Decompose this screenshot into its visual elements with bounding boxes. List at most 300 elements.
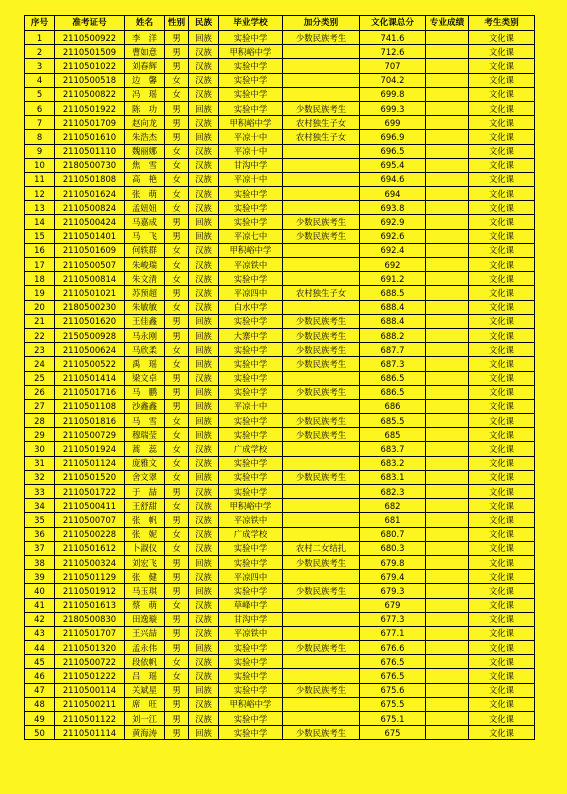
cell-major-score: [426, 272, 469, 286]
cell-ethnicity: 汉族: [189, 499, 219, 513]
cell-school: 平凉铁中: [219, 258, 283, 272]
cell-total-score: 681: [360, 513, 426, 527]
cell-total-score: 679: [360, 598, 426, 612]
cell-gender: 男: [165, 229, 189, 243]
cell-gender: 女: [165, 272, 189, 286]
cell-name: 舍文翠: [125, 470, 165, 484]
cell-exam-id: 2110501110: [55, 144, 125, 158]
cell-candidate-type: 文化课: [469, 229, 535, 243]
table-row: [25, 499, 535, 513]
table-row: [25, 555, 535, 569]
cell-school: 草峰中学: [219, 598, 283, 612]
cell-candidate-type: 文化课: [469, 101, 535, 115]
cell-major-score: [426, 470, 469, 484]
cell-total-score: 680.7: [360, 527, 426, 541]
cell-bonus-type: 少数民族考生: [283, 328, 360, 342]
cell-candidate-type: 文化课: [469, 243, 535, 257]
cell-school: 实验中学: [219, 726, 283, 740]
table-row: [25, 513, 535, 527]
cell-total-score: 675.6: [360, 683, 426, 697]
cell-school: 实验中学: [219, 314, 283, 328]
cell-gender: 女: [165, 414, 189, 428]
cell-name: 李 洋: [125, 31, 165, 45]
cell-candidate-type: 文化课: [469, 201, 535, 215]
cell-total-score: 691.2: [360, 272, 426, 286]
cell-total-score: 676.6: [360, 641, 426, 655]
cell-school: 实验中学: [219, 385, 283, 399]
cell-candidate-type: 文化课: [469, 527, 535, 541]
cell-name: 马欣柔: [125, 343, 165, 357]
cell-school: 广成学校: [219, 442, 283, 456]
cell-school: 实验中学: [219, 414, 283, 428]
cell-bonus-type: 少数民族考生: [283, 229, 360, 243]
cell-school: 实验中学: [219, 343, 283, 357]
table-row: [25, 683, 535, 697]
cell-total-score: 688.2: [360, 328, 426, 342]
cell-school: 实验中学: [219, 683, 283, 697]
cell-seq: 46: [25, 669, 55, 683]
cell-name: 王佳鑫: [125, 314, 165, 328]
cell-ethnicity: 汉族: [189, 187, 219, 201]
cell-seq: 17: [25, 258, 55, 272]
cell-exam-id: 2110501520: [55, 470, 125, 484]
cell-candidate-type: 文化课: [469, 258, 535, 272]
cell-name: 朱敏敏: [125, 300, 165, 314]
cell-seq: 14: [25, 215, 55, 229]
cell-ethnicity: 回族: [189, 584, 219, 598]
table-row: [25, 343, 535, 357]
cell-total-score: 699: [360, 116, 426, 130]
cell-major-score: [426, 655, 469, 669]
cell-exam-id: 2110501108: [55, 399, 125, 413]
cell-total-score: 692.6: [360, 229, 426, 243]
cell-total-score: 692.4: [360, 243, 426, 257]
cell-candidate-type: 文化课: [469, 669, 535, 683]
table-row: [25, 172, 535, 186]
cell-gender: 男: [165, 385, 189, 399]
cell-gender: 女: [165, 258, 189, 272]
cell-candidate-type: 文化课: [469, 485, 535, 499]
cell-bonus-type: [283, 499, 360, 513]
cell-ethnicity: 汉族: [189, 598, 219, 612]
cell-bonus-type: 少数民族考生: [283, 31, 360, 45]
cell-major-score: [426, 258, 469, 272]
cell-bonus-type: [283, 598, 360, 612]
cell-name: 朱峻瑞: [125, 258, 165, 272]
cell-ethnicity: 汉族: [189, 45, 219, 59]
cell-bonus-type: [283, 59, 360, 73]
cell-name: 马 雪: [125, 414, 165, 428]
cell-major-score: [426, 612, 469, 626]
cell-name: 赵向龙: [125, 116, 165, 130]
cell-seq: 2: [25, 45, 55, 59]
table-row: [25, 45, 535, 59]
header-seq: 序号: [25, 16, 55, 31]
cell-candidate-type: 文化课: [469, 428, 535, 442]
cell-major-score: [426, 598, 469, 612]
cell-gender: 男: [165, 399, 189, 413]
cell-candidate-type: 文化课: [469, 172, 535, 186]
cell-ethnicity: 回族: [189, 357, 219, 371]
cell-seq: 25: [25, 371, 55, 385]
cell-name: 于 喆: [125, 485, 165, 499]
cell-candidate-type: 文化课: [469, 414, 535, 428]
cell-ethnicity: 汉族: [189, 59, 219, 73]
cell-bonus-type: [283, 712, 360, 726]
cell-candidate-type: 文化课: [469, 442, 535, 456]
cell-major-score: [426, 172, 469, 186]
cell-gender: 男: [165, 116, 189, 130]
cell-gender: 男: [165, 712, 189, 726]
cell-total-score: 699.3: [360, 101, 426, 115]
table-row: [25, 612, 535, 626]
cell-bonus-type: [283, 626, 360, 640]
cell-school: 实验中学: [219, 87, 283, 101]
cell-exam-id: 2110501129: [55, 570, 125, 584]
cell-total-score: 687.3: [360, 357, 426, 371]
cell-major-score: [426, 513, 469, 527]
table-row: [25, 314, 535, 328]
cell-bonus-type: [283, 258, 360, 272]
cell-exam-id: 2110501707: [55, 626, 125, 640]
cell-exam-id: 2110501114: [55, 726, 125, 740]
cell-name: 梁文卓: [125, 371, 165, 385]
cell-candidate-type: 文化课: [469, 144, 535, 158]
cell-candidate-type: 文化课: [469, 314, 535, 328]
cell-ethnicity: 汉族: [189, 144, 219, 158]
cell-seq: 6: [25, 101, 55, 115]
cell-name: 卜淑仪: [125, 541, 165, 555]
table-row: [25, 300, 535, 314]
cell-major-score: [426, 87, 469, 101]
cell-major-score: [426, 158, 469, 172]
table-row: [25, 570, 535, 584]
table-row: [25, 87, 535, 101]
cell-gender: 女: [165, 158, 189, 172]
cell-bonus-type: 农村独生子女: [283, 130, 360, 144]
table-row: [25, 584, 535, 598]
cell-seq: 29: [25, 428, 55, 442]
cell-name: 马永刚: [125, 328, 165, 342]
cell-total-score: 682.3: [360, 485, 426, 499]
table-row: [25, 31, 535, 45]
cell-exam-id: 2110500518: [55, 73, 125, 87]
cell-major-score: [426, 541, 469, 555]
cell-seq: 40: [25, 584, 55, 598]
cell-gender: 男: [165, 726, 189, 740]
cell-exam-id: 2110500922: [55, 31, 125, 45]
cell-total-score: 683.2: [360, 456, 426, 470]
cell-candidate-type: 文化课: [469, 343, 535, 357]
cell-school: 实验中学: [219, 456, 283, 470]
cell-candidate-type: 文化课: [469, 555, 535, 569]
cell-candidate-type: 文化课: [469, 598, 535, 612]
cell-total-score: 675.5: [360, 697, 426, 711]
table-row: [25, 399, 535, 413]
cell-total-score: 687.7: [360, 343, 426, 357]
cell-name: 庞雅文: [125, 456, 165, 470]
cell-seq: 50: [25, 726, 55, 740]
cell-exam-id: 2110500522: [55, 357, 125, 371]
cell-ethnicity: 汉族: [189, 669, 219, 683]
cell-bonus-type: [283, 655, 360, 669]
cell-bonus-type: 少数民族考生: [283, 470, 360, 484]
cell-gender: 男: [165, 513, 189, 527]
cell-gender: 女: [165, 357, 189, 371]
cell-gender: 女: [165, 470, 189, 484]
cell-major-score: [426, 626, 469, 640]
cell-seq: 32: [25, 470, 55, 484]
cell-name: 魏丽娜: [125, 144, 165, 158]
cell-bonus-type: [283, 73, 360, 87]
cell-school: 实验中学: [219, 555, 283, 569]
cell-name: 苏预超: [125, 286, 165, 300]
cell-school: 平凉铁中: [219, 626, 283, 640]
cell-exam-id: 2110500824: [55, 201, 125, 215]
cell-major-score: [426, 243, 469, 257]
cell-ethnicity: 回族: [189, 726, 219, 740]
cell-bonus-type: [283, 272, 360, 286]
cell-seq: 20: [25, 300, 55, 314]
cell-exam-id: 2110501609: [55, 243, 125, 257]
cell-exam-id: 2110501122: [55, 712, 125, 726]
cell-total-score: 712.6: [360, 45, 426, 59]
cell-candidate-type: 文化课: [469, 612, 535, 626]
cell-total-score: 676.5: [360, 669, 426, 683]
cell-total-score: 686.5: [360, 371, 426, 385]
cell-bonus-type: [283, 243, 360, 257]
cell-gender: 男: [165, 130, 189, 144]
cell-bonus-type: 少数民族考生: [283, 428, 360, 442]
cell-school: 实验中学: [219, 712, 283, 726]
header-exam-id: 准考证号: [55, 16, 125, 31]
cell-name: 曹如意: [125, 45, 165, 59]
cell-seq: 16: [25, 243, 55, 257]
cell-ethnicity: 回族: [189, 414, 219, 428]
cell-seq: 11: [25, 172, 55, 186]
cell-ethnicity: 汉族: [189, 655, 219, 669]
cell-ethnicity: 汉族: [189, 541, 219, 555]
table-row: [25, 641, 535, 655]
cell-total-score: 704.2: [360, 73, 426, 87]
cell-gender: 男: [165, 612, 189, 626]
cell-exam-id: 2150500928: [55, 328, 125, 342]
cell-seq: 47: [25, 683, 55, 697]
cell-name: 高 艳: [125, 172, 165, 186]
table-row: [25, 598, 535, 612]
cell-exam-id: 2110501610: [55, 130, 125, 144]
cell-gender: 女: [165, 541, 189, 555]
cell-name: 沙鑫鑫: [125, 399, 165, 413]
cell-gender: 女: [165, 456, 189, 470]
cell-seq: 39: [25, 570, 55, 584]
cell-name: 边 馨: [125, 73, 165, 87]
cell-ethnicity: 汉族: [189, 87, 219, 101]
table-row: [25, 258, 535, 272]
cell-gender: 男: [165, 59, 189, 73]
cell-school: 实验中学: [219, 428, 283, 442]
cell-ethnicity: 汉族: [189, 612, 219, 626]
cell-exam-id: 2110501816: [55, 414, 125, 428]
cell-exam-id: 2110501612: [55, 541, 125, 555]
cell-bonus-type: [283, 570, 360, 584]
cell-seq: 4: [25, 73, 55, 87]
cell-total-score: 693.8: [360, 201, 426, 215]
cell-name: 蔡 萌: [125, 598, 165, 612]
cell-bonus-type: [283, 45, 360, 59]
cell-name: 孟妞妞: [125, 201, 165, 215]
cell-exam-id: 2110500707: [55, 513, 125, 527]
cell-ethnicity: 汉族: [189, 243, 219, 257]
table-row: [25, 272, 535, 286]
cell-name: 马嘉成: [125, 215, 165, 229]
cell-ethnicity: 汉族: [189, 73, 219, 87]
cell-ethnicity: 汉族: [189, 158, 219, 172]
table-row: [25, 144, 535, 158]
header-total-score: 文化课总分: [360, 16, 426, 31]
cell-seq: 27: [25, 399, 55, 413]
cell-ethnicity: 汉族: [189, 626, 219, 640]
cell-name: 黄海涛: [125, 726, 165, 740]
cell-exam-id: 2110500822: [55, 87, 125, 101]
cell-name: 张 健: [125, 570, 165, 584]
cell-gender: 女: [165, 201, 189, 215]
table-row: [25, 187, 535, 201]
cell-major-score: [426, 726, 469, 740]
cell-name: 田逸璇: [125, 612, 165, 626]
cell-candidate-type: 文化课: [469, 499, 535, 513]
cell-major-score: [426, 414, 469, 428]
cell-gender: 男: [165, 31, 189, 45]
cell-candidate-type: 文化课: [469, 59, 535, 73]
cell-gender: 男: [165, 485, 189, 499]
cell-school: 实验中学: [219, 73, 283, 87]
cell-ethnicity: 回族: [189, 314, 219, 328]
cell-exam-id: 2110501124: [55, 456, 125, 470]
cell-major-score: [426, 641, 469, 655]
cell-gender: 男: [165, 626, 189, 640]
cell-ethnicity: 回族: [189, 385, 219, 399]
cell-ethnicity: 汉族: [189, 201, 219, 215]
cell-exam-id: 2110501709: [55, 116, 125, 130]
cell-school: 甲积峪中学: [219, 697, 283, 711]
cell-total-score: 679.4: [360, 570, 426, 584]
cell-total-score: 741.6: [360, 31, 426, 45]
cell-seq: 18: [25, 272, 55, 286]
cell-candidate-type: 文化课: [469, 357, 535, 371]
cell-total-score: 679.8: [360, 555, 426, 569]
cell-name: 关斌星: [125, 683, 165, 697]
cell-candidate-type: 文化课: [469, 385, 535, 399]
cell-total-score: 677.3: [360, 612, 426, 626]
cell-name: 刘春辉: [125, 59, 165, 73]
cell-bonus-type: [283, 456, 360, 470]
cell-school: 白水中学: [219, 300, 283, 314]
cell-name: 何轶群: [125, 243, 165, 257]
cell-candidate-type: 文化课: [469, 726, 535, 740]
cell-gender: 女: [165, 187, 189, 201]
cell-candidate-type: 文化课: [469, 584, 535, 598]
table-row: [25, 726, 535, 740]
table-row: [25, 414, 535, 428]
cell-exam-id: 2110501222: [55, 669, 125, 683]
cell-name: 刘一江: [125, 712, 165, 726]
cell-school: 实验中学: [219, 101, 283, 115]
document-title: [0, 0, 567, 14]
cell-major-score: [426, 697, 469, 711]
cell-seq: 31: [25, 456, 55, 470]
table-body: [25, 31, 535, 740]
cell-candidate-type: 文化课: [469, 371, 535, 385]
cell-candidate-type: 文化课: [469, 272, 535, 286]
cell-seq: 48: [25, 697, 55, 711]
cell-bonus-type: 少数民族考生: [283, 357, 360, 371]
cell-total-score: 707: [360, 59, 426, 73]
cell-gender: 女: [165, 243, 189, 257]
cell-major-score: [426, 442, 469, 456]
cell-candidate-type: 文化课: [469, 541, 535, 555]
cell-major-score: [426, 357, 469, 371]
table-header-row: [25, 16, 535, 31]
cell-ethnicity: 回族: [189, 641, 219, 655]
cell-major-score: [426, 584, 469, 598]
cell-ethnicity: 回族: [189, 101, 219, 115]
cell-bonus-type: [283, 187, 360, 201]
cell-candidate-type: 文化课: [469, 712, 535, 726]
cell-total-score: 696.9: [360, 130, 426, 144]
cell-seq: 24: [25, 357, 55, 371]
cell-major-score: [426, 669, 469, 683]
cell-seq: 30: [25, 442, 55, 456]
cell-ethnicity: 汉族: [189, 272, 219, 286]
cell-major-score: [426, 229, 469, 243]
cell-candidate-type: 文化课: [469, 626, 535, 640]
table-row: [25, 456, 535, 470]
cell-ethnicity: 回族: [189, 31, 219, 45]
cell-name: 张 帆: [125, 513, 165, 527]
cell-school: 实验中学: [219, 215, 283, 229]
cell-name: 蒿 蕊: [125, 442, 165, 456]
cell-seq: 23: [25, 343, 55, 357]
cell-gender: 女: [165, 73, 189, 87]
cell-ethnicity: 回族: [189, 470, 219, 484]
cell-total-score: 688.4: [360, 300, 426, 314]
cell-bonus-type: 少数民族考生: [283, 101, 360, 115]
cell-exam-id: 2110500211: [55, 697, 125, 711]
cell-gender: 女: [165, 598, 189, 612]
cell-bonus-type: [283, 669, 360, 683]
cell-name: 孟永伟: [125, 641, 165, 655]
cell-major-score: [426, 187, 469, 201]
table-row: [25, 158, 535, 172]
cell-name: 张 萌: [125, 187, 165, 201]
cell-school: 实验中学: [219, 371, 283, 385]
cell-school: 平凉四中: [219, 286, 283, 300]
cell-total-score: 675: [360, 726, 426, 740]
cell-exam-id: 2110500507: [55, 258, 125, 272]
header-candidate-type: 考生类别: [469, 16, 535, 31]
cell-exam-id: 2110501320: [55, 641, 125, 655]
cell-ethnicity: 汉族: [189, 442, 219, 456]
cell-total-score: 676.5: [360, 655, 426, 669]
cell-candidate-type: 文化课: [469, 158, 535, 172]
cell-school: 平凉四中: [219, 570, 283, 584]
table-row: [25, 229, 535, 243]
cell-ethnicity: 汉族: [189, 172, 219, 186]
cell-exam-id: 2110501613: [55, 598, 125, 612]
cell-candidate-type: 文化课: [469, 286, 535, 300]
cell-seq: 37: [25, 541, 55, 555]
